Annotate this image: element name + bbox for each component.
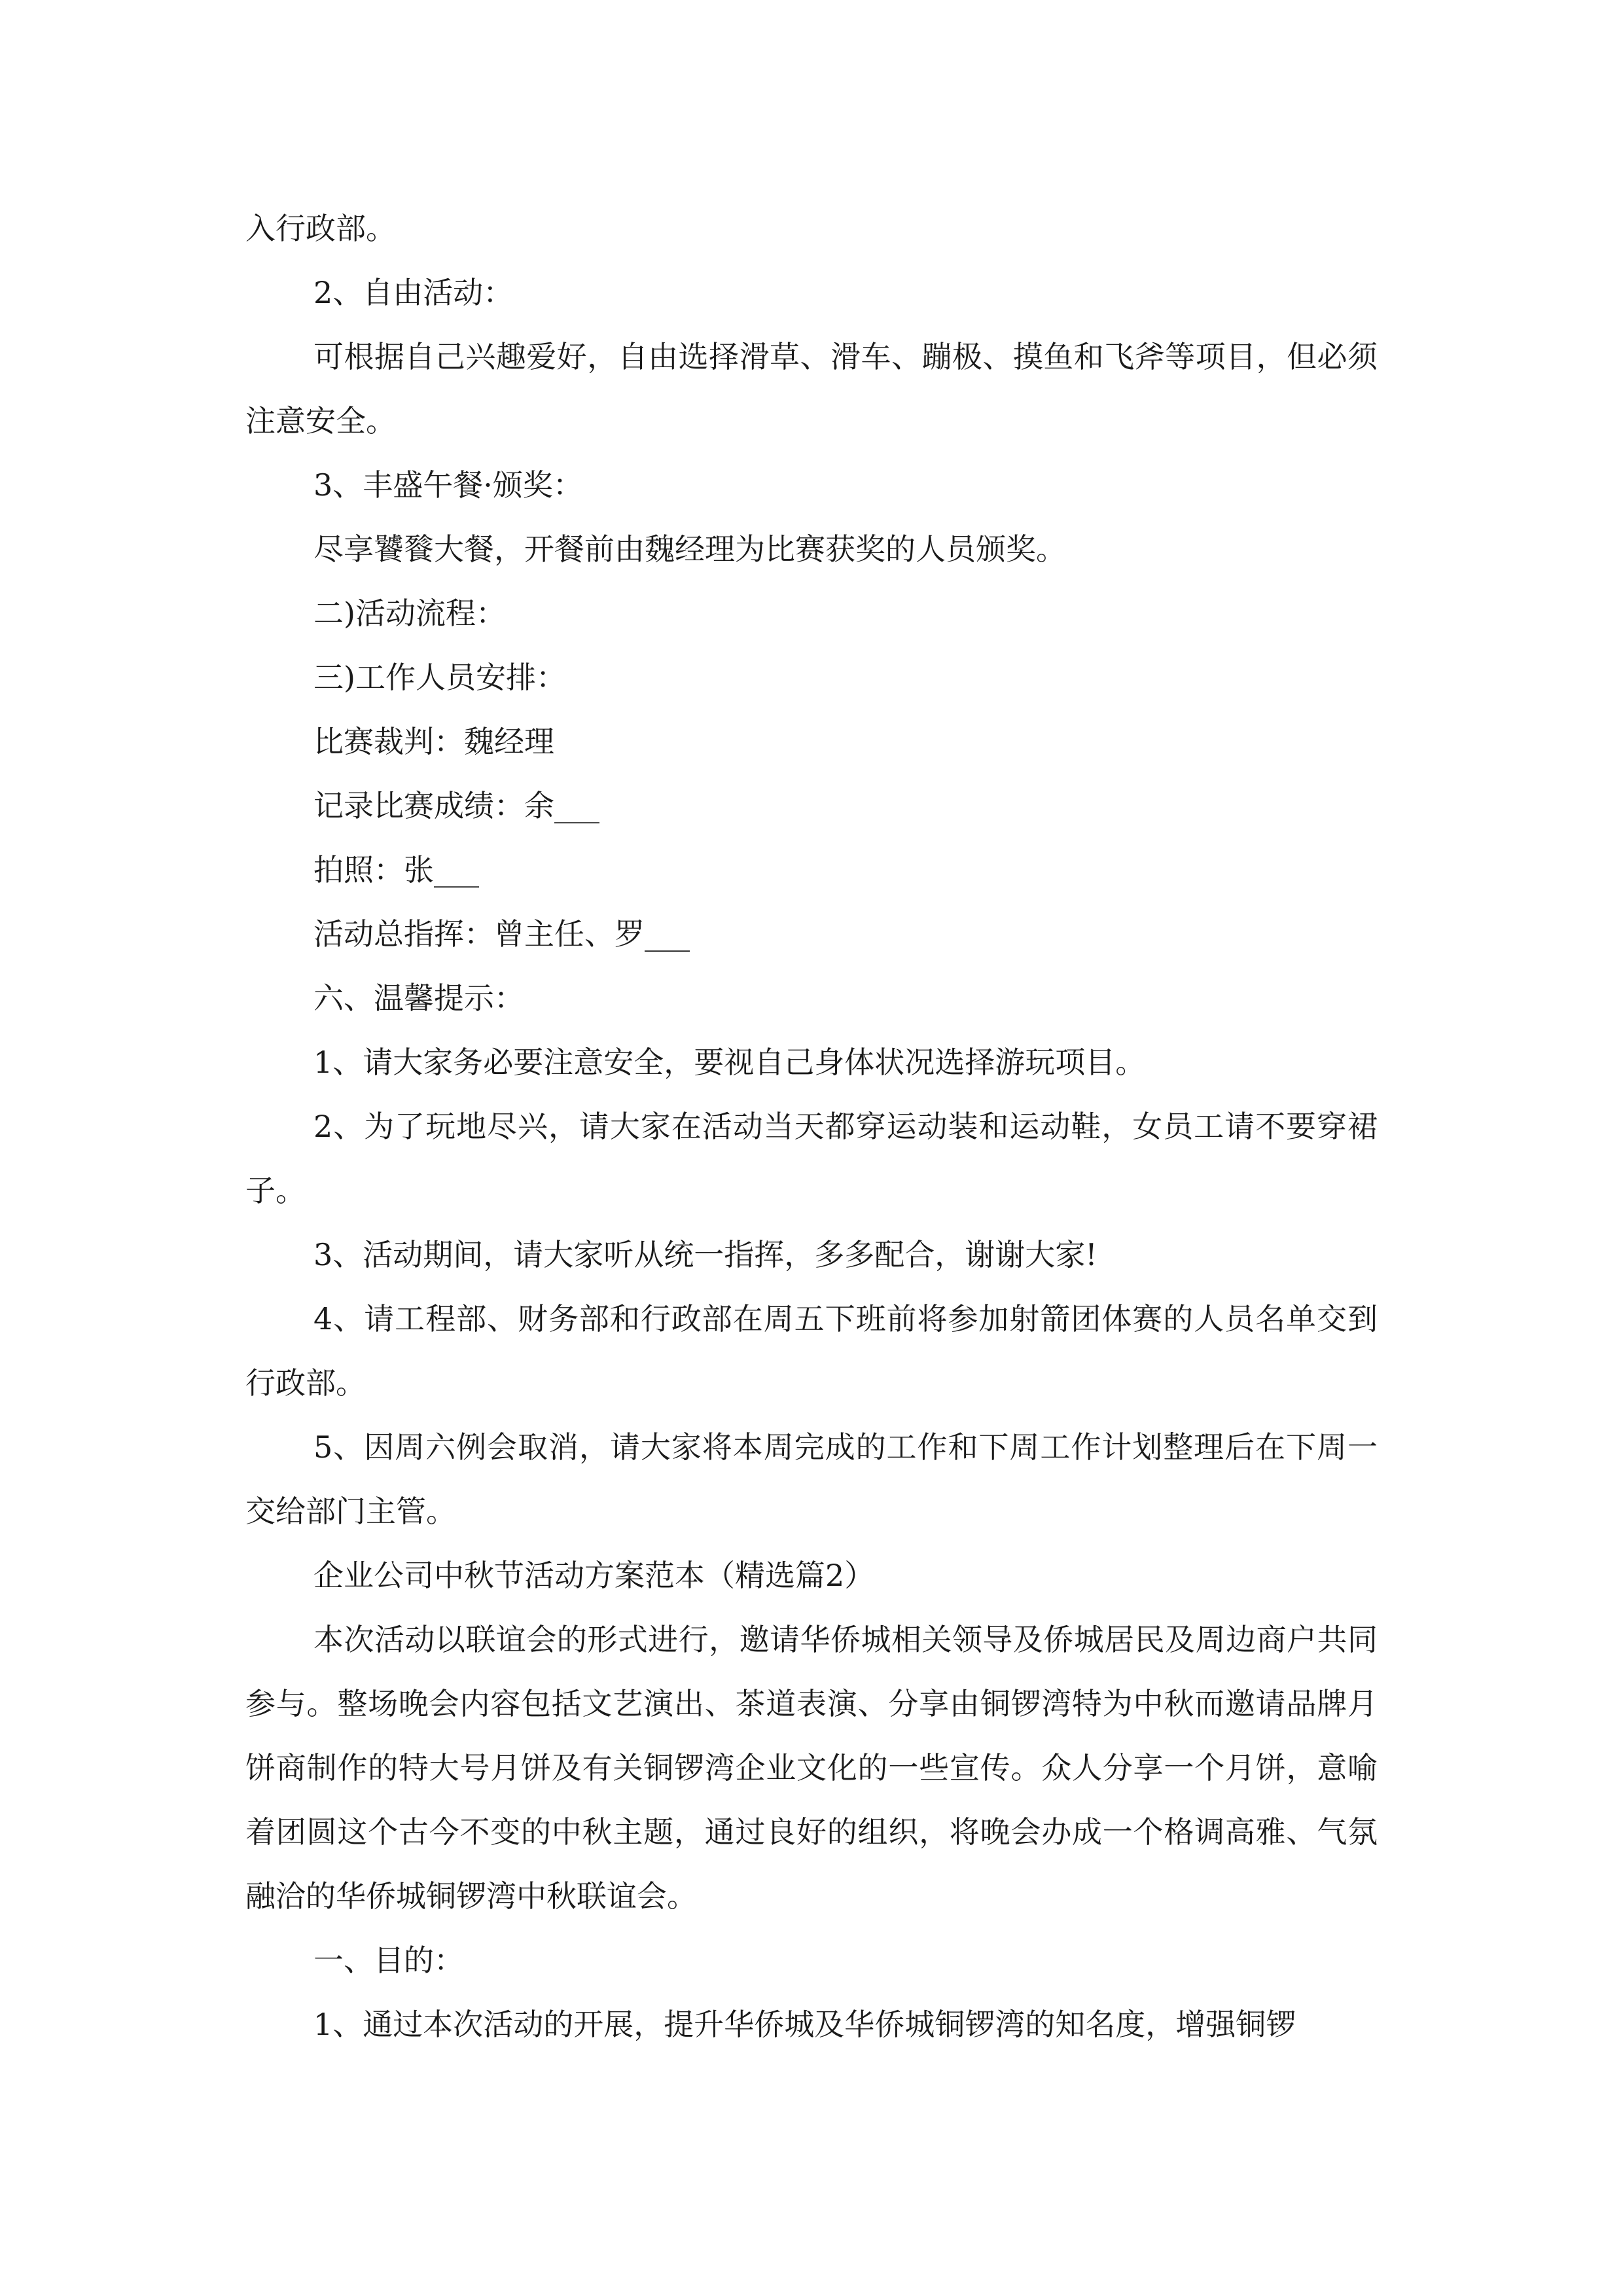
paragraph: 一、目的： [313, 1943, 464, 1978]
paragraph: 入行政部。 [245, 211, 396, 246]
paragraph: 1、通过本次活动的开展，提升华侨城及华侨城铜锣湾的知名度，增强铜锣 [313, 2007, 1296, 2042]
paragraph: 5、因周六例会取消，请大家将本周完成的工作和下周工作计划整理后在下周一交给部门主管。 [245, 1429, 1378, 1529]
paragraph: 比赛裁判：魏经理 [313, 724, 554, 759]
paragraph: 2、为了玩地尽兴，请大家在活动当天都穿运动装和运动鞋，女员工请不要穿裙子。 [245, 1109, 1378, 1208]
paragraph: 本次活动以联谊会的形式进行，邀请华侨城相关领导及侨城居民及周边商户共同参与。整场晚会内容包括文艺演出、茶道表演、分享由铜锣湾特为中秋而邀请品牌月饼商制作的特大号月饼及有关铜锣湾企业文化的一些宣传。众人分享一个月饼，意喻着团圆这个古今不变的中秋主题，通过良好的组织，将晚会办成一个格调高雅、气氛融洽的华侨城铜锣湾中秋联谊会。 [245, 1622, 1378, 1914]
paragraph: 三)工作人员安排： [313, 660, 566, 695]
paragraph: 尽享饕餮大餐，开餐前由魏经理为比赛获奖的人员颁奖。 [313, 531, 1066, 567]
document-body [245, 196, 1378, 2056]
paragraph: 活动总指挥：曾主任、罗___ [313, 916, 690, 952]
paragraph: 拍照：张___ [313, 852, 479, 888]
section-title: 企业公司中秋节活动方案范本（精选篇2） [313, 1558, 875, 1593]
paragraph: 4、请工程部、财务部和行政部在周五下班前将参加射箭团体赛的人员名单交到行政部。 [245, 1301, 1378, 1401]
paragraph: 1、请大家务必要注意安全，要视自己身体状况选择游玩项目。 [313, 1045, 1146, 1080]
paragraph: 2、自由活动： [313, 275, 514, 310]
paragraph: 3、丰盛午餐·颁奖： [313, 467, 583, 503]
paragraph: 二)活动流程： [313, 596, 506, 631]
paragraph: 记录比赛成绩：余___ [313, 788, 599, 823]
paragraph: 可根据自己兴趣爱好，自由选择滑草、滑车、蹦极、摸鱼和飞斧等项目，但必须注意安全。 [245, 339, 1378, 439]
paragraph: 3、活动期间，请大家听从统一指挥，多多配合，谢谢大家! [313, 1237, 1097, 1272]
paragraph: 六、温馨提示： [313, 980, 524, 1016]
